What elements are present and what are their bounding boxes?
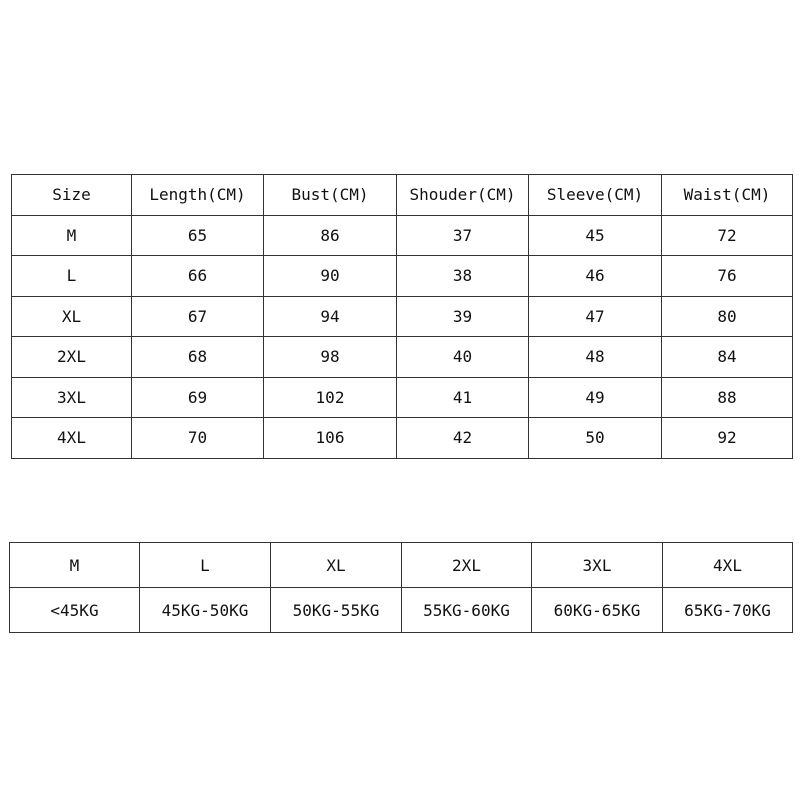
measurement-cell: 42 — [397, 418, 529, 459]
measurement-cell: 94 — [264, 296, 397, 337]
measurement-cell: 41 — [397, 377, 529, 418]
measurement-cell: 69 — [132, 377, 264, 418]
measurement-cell: 49 — [529, 377, 662, 418]
size-label-cell: 2XL — [402, 543, 532, 588]
measurement-cell: 98 — [264, 337, 397, 378]
size-label-cell: 4XL — [663, 543, 793, 588]
column-header: Waist(CM) — [662, 175, 793, 216]
measurement-cell: 66 — [132, 256, 264, 297]
measurement-cell: 40 — [397, 337, 529, 378]
size-label-cell: 3XL — [12, 377, 132, 418]
measurement-cell: 106 — [264, 418, 397, 459]
table-row — [12, 256, 793, 297]
measurement-cell: 47 — [529, 296, 662, 337]
measurement-cell: 65 — [132, 215, 264, 256]
column-header: Size — [12, 175, 132, 216]
weight-range-cell: 50KG-55KG — [271, 588, 402, 633]
measurement-cell: 39 — [397, 296, 529, 337]
measurement-cell: 68 — [132, 337, 264, 378]
measurement-cell: 88 — [662, 377, 793, 418]
weight-chart-size-row — [10, 543, 793, 588]
weight-chart-weight-row — [10, 588, 793, 633]
size-chart-table — [11, 174, 793, 459]
column-header: Sleeve(CM) — [529, 175, 662, 216]
table-row — [12, 418, 793, 459]
measurement-cell: 70 — [132, 418, 264, 459]
measurement-cell: 45 — [529, 215, 662, 256]
measurement-cell: 67 — [132, 296, 264, 337]
weight-range-cell: <45KG — [10, 588, 140, 633]
measurement-cell: 76 — [662, 256, 793, 297]
measurement-cell: 84 — [662, 337, 793, 378]
measurement-cell: 86 — [264, 215, 397, 256]
size-label-cell: 2XL — [12, 337, 132, 378]
weight-chart-table — [9, 542, 793, 633]
measurement-cell: 46 — [529, 256, 662, 297]
table-row — [12, 337, 793, 378]
table-row — [12, 296, 793, 337]
size-label-cell: 4XL — [12, 418, 132, 459]
measurement-cell: 72 — [662, 215, 793, 256]
measurement-cell: 50 — [529, 418, 662, 459]
measurement-cell: 102 — [264, 377, 397, 418]
size-label-cell: XL — [12, 296, 132, 337]
measurement-cell: 80 — [662, 296, 793, 337]
table-row — [12, 377, 793, 418]
weight-range-cell: 55KG-60KG — [402, 588, 532, 633]
table-row — [12, 215, 793, 256]
weight-range-cell: 60KG-65KG — [532, 588, 663, 633]
column-header: Length(CM) — [132, 175, 264, 216]
measurement-cell: 90 — [264, 256, 397, 297]
measurement-cell: 92 — [662, 418, 793, 459]
column-header: Bust(CM) — [264, 175, 397, 216]
size-label-cell: 3XL — [532, 543, 663, 588]
size-label-cell: L — [140, 543, 271, 588]
measurement-cell: 48 — [529, 337, 662, 378]
measurement-cell: 38 — [397, 256, 529, 297]
weight-range-cell: 45KG-50KG — [140, 588, 271, 633]
measurement-cell: 37 — [397, 215, 529, 256]
size-label-cell: L — [12, 256, 132, 297]
size-label-cell: M — [12, 215, 132, 256]
size-chart-header-row — [12, 175, 793, 216]
size-label-cell: XL — [271, 543, 402, 588]
weight-range-cell: 65KG-70KG — [663, 588, 793, 633]
size-label-cell: M — [10, 543, 140, 588]
column-header: Shouder(CM) — [397, 175, 529, 216]
